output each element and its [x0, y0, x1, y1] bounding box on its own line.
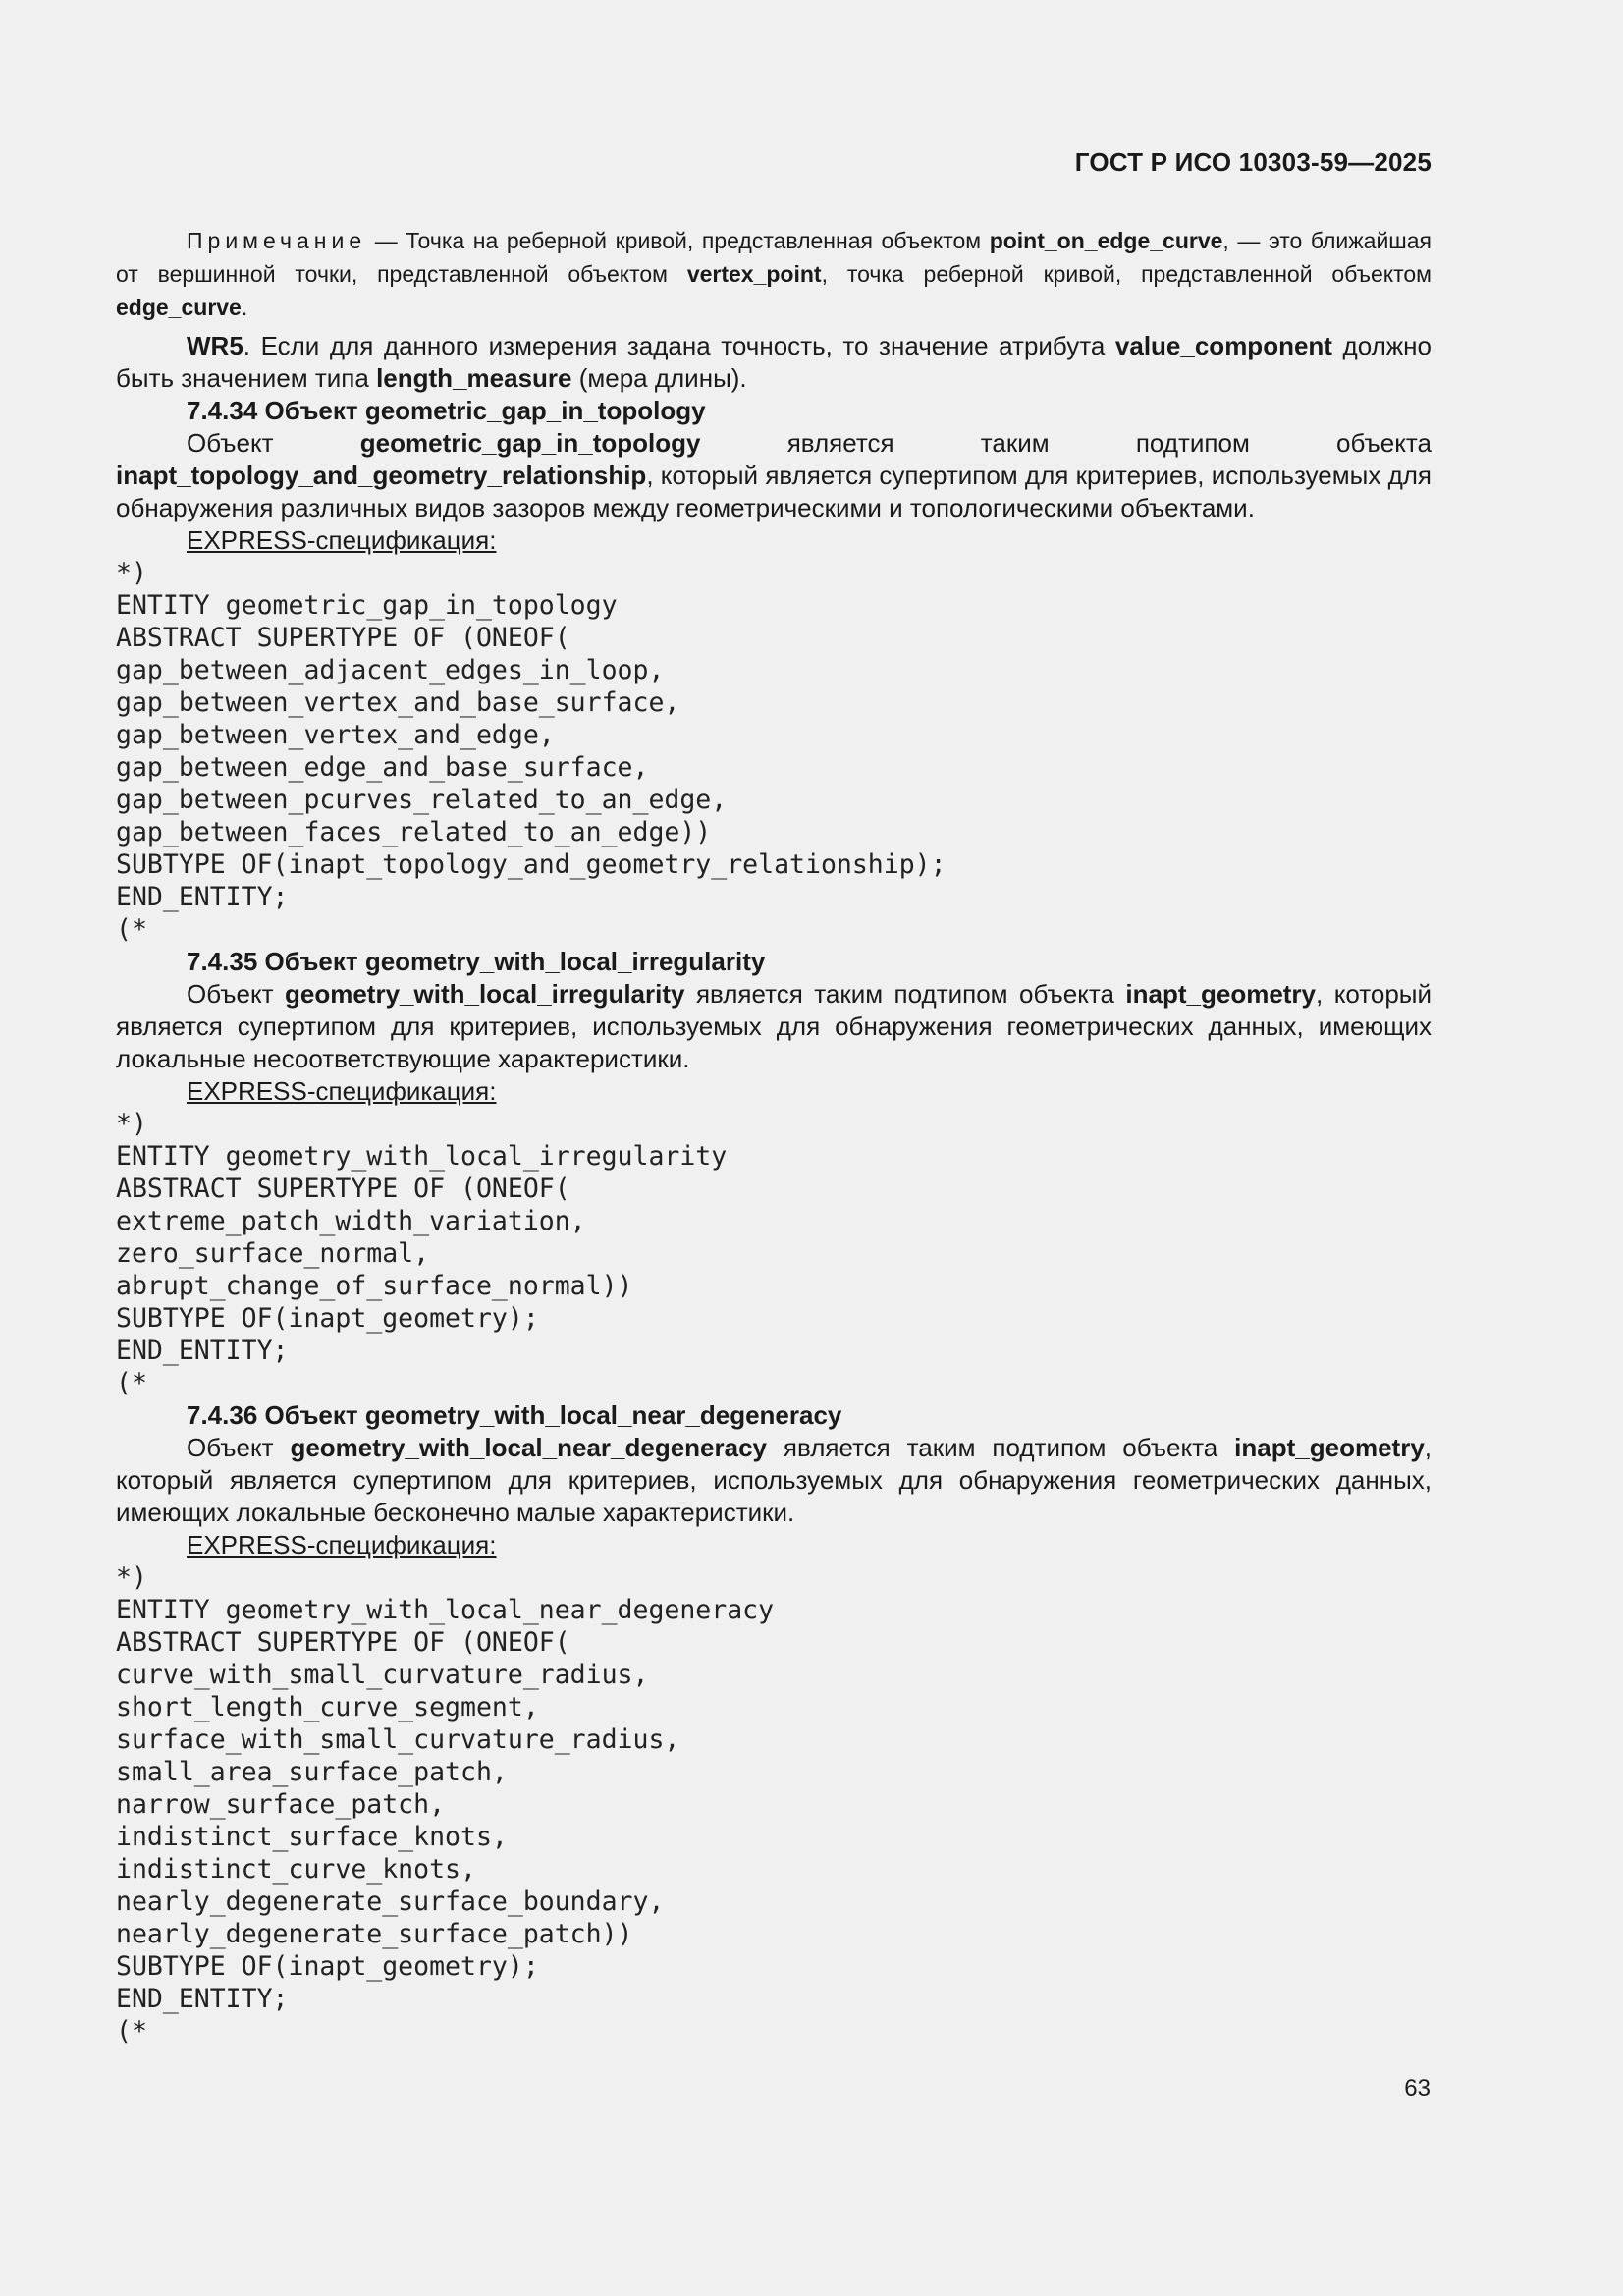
paragraph-text: является таким подтипом объекта — [700, 428, 1432, 458]
express-code-block: *) ENTITY geometry_with_local_irregularity ABSTRACT SUPERTYPE OF (ONEOF( extreme_patch_width_variation, zero_surface_normal, abrupt_change_of_surface_normal)) SUBTYPE OF(inapt_geometry); END_ENTITY; (* — [116, 1109, 728, 1398]
paragraph-text: , который является супертипом для критериев, используемых для обнаружения геометрических данных, имеющих локальные несоответствующие характеристики. — [116, 979, 1433, 1073]
express-spec-label: EXPRESS-спецификация: — [187, 525, 497, 555]
term: length_measure — [376, 363, 572, 393]
page-number: 63 — [1404, 2075, 1431, 2102]
paragraph-text: является таким подтипом объекта — [767, 1433, 1235, 1462]
express-code-block: *) ENTITY geometric_gap_in_topology ABSTRACT SUPERTYPE OF (ONEOF( gap_between_adjacent_edges_in_loop, gap_between_vertex_and_base_surface, gap_between_vertex_and_edge, gap_between_edge_and_base_surface, gap_between_pcurves_related_to_an_edge, gap_between_faces_related_to_an_edge)) SUBTYPE OF(inapt_topology_and_geometry_relationship); END_ENTITY; (* — [116, 558, 947, 945]
term: geometry_with_local_near_degeneracy — [290, 1433, 768, 1462]
main-content — [116, 330, 1432, 2048]
express-spec-label: EXPRESS-спецификация: — [187, 1530, 497, 1559]
term: inapt_geometry — [1234, 1433, 1425, 1462]
paragraph-text: . Если для данного измерения задана точность, то значение атрибута — [243, 331, 1115, 360]
note-text: , точка реберной кривой, представленной объектом — [821, 261, 1432, 287]
section-paragraph — [116, 427, 1432, 524]
note-text: — Точка на реберной кривой, представленная объектом — [366, 228, 990, 253]
paragraph-text: , который является супертипом для критериев, используемых для обнаружения геометрических данных, имеющих локальные бесконечно малые характеристики. — [116, 1433, 1433, 1527]
section-paragraph — [116, 1432, 1432, 1529]
note-text: . — [241, 295, 248, 320]
note-term: vertex_point — [686, 261, 822, 287]
note-term: point_on_edge_curve — [989, 228, 1223, 253]
paragraph-text: Объект — [187, 1433, 291, 1462]
note-label: Примечание — [187, 228, 367, 253]
term: value_component — [1114, 331, 1332, 360]
paragraph-text: , который является супертипом для критериев, используемых для обнаружения различных видов зазоров между геометрическими и топологическими объектами. — [116, 461, 1432, 522]
section-heading-7-4-34: 7.4.34 Объект geometric_gap_in_topology — [187, 396, 706, 425]
paragraph-text: Объект — [187, 428, 360, 458]
section-heading-7-4-35: 7.4.35 Объект geometry_with_local_irregularity — [187, 947, 766, 976]
section-heading-7-4-36: 7.4.36 Объект geometry_with_local_near_degeneracy — [187, 1400, 842, 1430]
rule-label: WR5 — [187, 331, 243, 360]
note-paragraph — [116, 224, 1432, 324]
note-text: , — это ближайшая от вершинной точки, представленной объектом — [116, 228, 1432, 287]
wr5-paragraph — [116, 330, 1432, 395]
express-code-block: *) ENTITY geometry_with_local_near_degeneracy ABSTRACT SUPERTYPE OF (ONEOF( curve_with_small_curvature_radius, short_length_curve_segment, surface_with_small_curvature_radius, small_area_surface_patch, narrow_surface_patch, indistinct_surface_knots, indistinct_curve_knots, nearly_degenerate_surface_boundary, nearly_degenerate_surface_patch)) SUBTYPE OF(inapt_geometry); END_ENTITY; (* — [116, 1562, 775, 2047]
paragraph-text: является таким подтипом объекта — [684, 979, 1126, 1009]
paragraph-text: Объект — [187, 979, 285, 1009]
term: inapt_geometry — [1125, 979, 1317, 1009]
document-id: ГОСТ Р ИСО 10303-59—2025 — [1074, 147, 1432, 177]
section-paragraph — [116, 978, 1432, 1075]
term: geometric_gap_in_topology — [359, 428, 701, 458]
term: inapt_topology_and_geometry_relationship — [116, 461, 647, 490]
term: geometry_with_local_irregularity — [285, 979, 685, 1009]
paragraph-text: должно быть значением типа — [116, 331, 1432, 393]
express-spec-label: EXPRESS-спецификация: — [187, 1076, 497, 1106]
paragraph-text: (мера длины). — [571, 363, 747, 393]
note-term: edge_curve — [116, 295, 242, 320]
